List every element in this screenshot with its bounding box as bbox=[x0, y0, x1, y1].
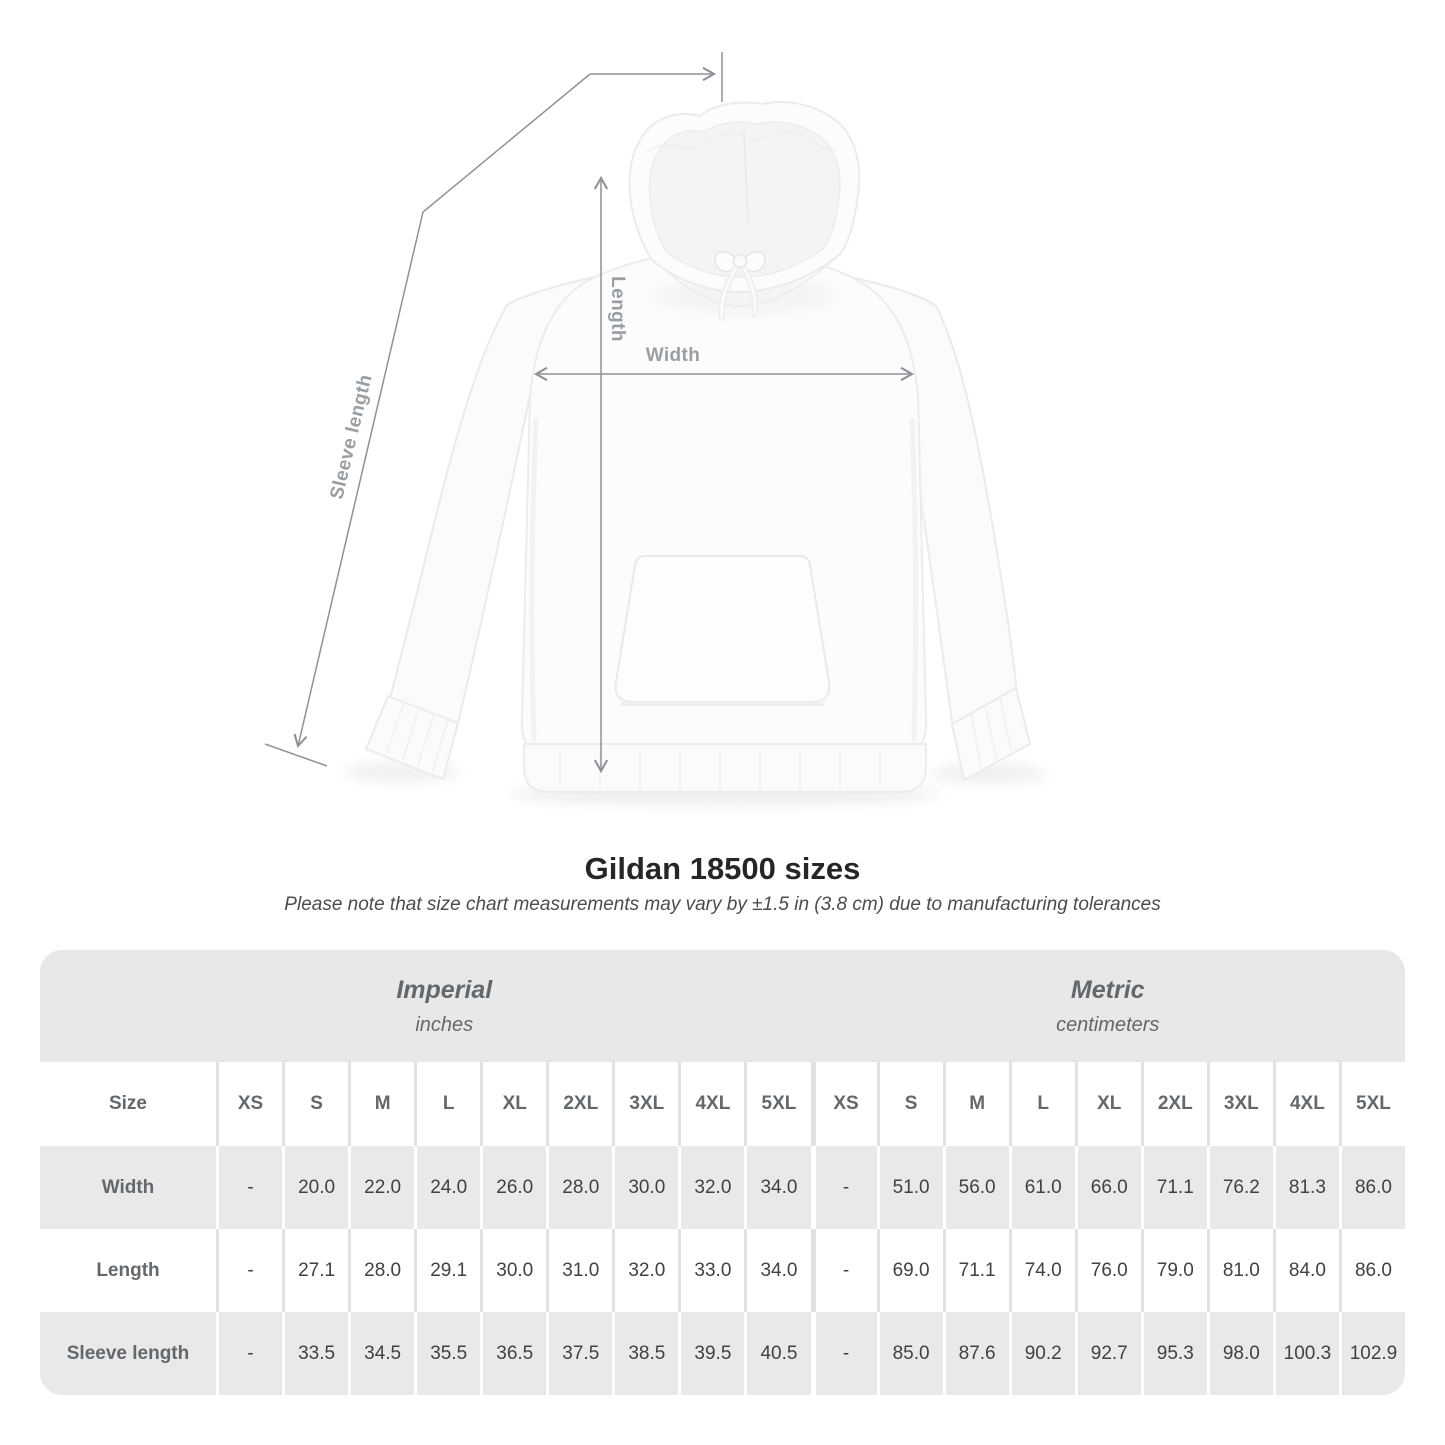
value-cell-metric-xs: - bbox=[811, 1146, 877, 1229]
hoodie-photo bbox=[344, 102, 1046, 806]
row-label: Length bbox=[40, 1229, 216, 1312]
unit-group-imperial bbox=[40, 950, 811, 1062]
size-header-metric-xl: XL bbox=[1075, 1062, 1141, 1146]
unit-group-metric bbox=[811, 950, 1406, 1062]
size-header-metric-s: S bbox=[877, 1062, 943, 1146]
size-header-metric-5xl: 5XL bbox=[1339, 1062, 1405, 1146]
row-label: Width bbox=[40, 1146, 216, 1229]
value-cell-imperial-4xl: 33.0 bbox=[678, 1229, 744, 1312]
value-cell-metric-xs: - bbox=[811, 1229, 877, 1312]
value-cell-imperial-3xl: 30.0 bbox=[612, 1146, 678, 1229]
value-cell-metric-4xl: 84.0 bbox=[1273, 1229, 1339, 1312]
length-dimension-label: Length bbox=[607, 276, 628, 342]
value-cell-metric-xl: 66.0 bbox=[1075, 1146, 1141, 1229]
unit-group-sublabel: centimeters bbox=[1056, 1013, 1160, 1036]
value-cell-metric-4xl: 81.3 bbox=[1273, 1146, 1339, 1229]
size-header-metric-4xl: 4XL bbox=[1273, 1062, 1339, 1146]
value-cell-imperial-m: 22.0 bbox=[348, 1146, 414, 1229]
value-cell-metric-l: 61.0 bbox=[1009, 1146, 1075, 1229]
value-cell-metric-2xl: 79.0 bbox=[1141, 1229, 1207, 1312]
row-label: Sleeve length bbox=[40, 1312, 216, 1395]
size-header-imperial-4xl: 4XL bbox=[678, 1062, 744, 1146]
value-cell-metric-s: 69.0 bbox=[877, 1229, 943, 1312]
size-header-imperial-3xl: 3XL bbox=[612, 1062, 678, 1146]
value-cell-metric-5xl: 102.9 bbox=[1339, 1312, 1405, 1395]
value-cell-imperial-xl: 36.5 bbox=[480, 1312, 546, 1395]
value-cell-imperial-2xl: 28.0 bbox=[546, 1146, 612, 1229]
sleeve-end-tick bbox=[265, 744, 327, 766]
value-cell-imperial-4xl: 32.0 bbox=[678, 1146, 744, 1229]
value-cell-imperial-l: 29.1 bbox=[414, 1229, 480, 1312]
value-cell-imperial-2xl: 37.5 bbox=[546, 1312, 612, 1395]
value-cell-metric-3xl: 81.0 bbox=[1207, 1229, 1273, 1312]
value-cell-metric-2xl: 71.1 bbox=[1141, 1146, 1207, 1229]
value-cell-imperial-m: 28.0 bbox=[348, 1229, 414, 1312]
value-cell-imperial-s: 33.5 bbox=[282, 1312, 348, 1395]
value-cell-metric-3xl: 98.0 bbox=[1207, 1312, 1273, 1395]
page-title: Gildan 18500 sizes bbox=[584, 851, 861, 886]
size-header-imperial-s: S bbox=[282, 1062, 348, 1146]
size-header-metric-l: L bbox=[1009, 1062, 1075, 1146]
value-cell-imperial-xs: - bbox=[216, 1146, 282, 1229]
value-cell-imperial-s: 27.1 bbox=[282, 1229, 348, 1312]
value-cell-imperial-m: 34.5 bbox=[348, 1312, 414, 1395]
unit-group-sublabel: inches bbox=[415, 1013, 474, 1036]
value-cell-imperial-5xl: 34.0 bbox=[744, 1146, 810, 1229]
size-header-imperial-l: L bbox=[414, 1062, 480, 1146]
value-cell-metric-s: 85.0 bbox=[877, 1312, 943, 1395]
value-cell-metric-xl: 92.7 bbox=[1075, 1312, 1141, 1395]
value-cell-metric-m: 56.0 bbox=[943, 1146, 1009, 1229]
value-cell-imperial-s: 20.0 bbox=[282, 1146, 348, 1229]
size-header-imperial-xs: XS bbox=[216, 1062, 282, 1146]
value-cell-imperial-2xl: 31.0 bbox=[546, 1229, 612, 1312]
value-cell-metric-m: 87.6 bbox=[943, 1312, 1009, 1395]
value-cell-imperial-5xl: 34.0 bbox=[744, 1229, 810, 1312]
value-cell-imperial-5xl: 40.5 bbox=[744, 1312, 810, 1395]
size-column-header: Size bbox=[40, 1062, 216, 1146]
value-cell-imperial-xs: - bbox=[216, 1229, 282, 1312]
value-cell-metric-5xl: 86.0 bbox=[1339, 1146, 1405, 1229]
value-cell-imperial-xl: 26.0 bbox=[480, 1146, 546, 1229]
unit-group-label: Metric bbox=[1070, 975, 1145, 1004]
unit-group-label: Imperial bbox=[396, 975, 493, 1004]
size-header-metric-2xl: 2XL bbox=[1141, 1062, 1207, 1146]
value-cell-metric-l: 74.0 bbox=[1009, 1229, 1075, 1312]
size-header-imperial-2xl: 2XL bbox=[546, 1062, 612, 1146]
value-cell-metric-5xl: 86.0 bbox=[1339, 1229, 1405, 1312]
value-cell-imperial-xl: 30.0 bbox=[480, 1229, 546, 1312]
size-table bbox=[40, 950, 1405, 1395]
value-cell-metric-3xl: 76.2 bbox=[1207, 1146, 1273, 1229]
value-cell-metric-m: 71.1 bbox=[943, 1229, 1009, 1312]
value-cell-imperial-3xl: 38.5 bbox=[612, 1312, 678, 1395]
value-cell-metric-l: 90.2 bbox=[1009, 1312, 1075, 1395]
size-header-metric-xs: XS bbox=[811, 1062, 877, 1146]
size-header-metric-m: M bbox=[943, 1062, 1009, 1146]
value-cell-metric-xs: - bbox=[811, 1312, 877, 1395]
value-cell-imperial-3xl: 32.0 bbox=[612, 1229, 678, 1312]
page-subtitle: Please note that size chart measurements may vary by ±1.5 in (3.8 cm) due to manufacturing tolerances bbox=[284, 894, 1161, 915]
value-cell-imperial-xs: - bbox=[216, 1312, 282, 1395]
size-header-imperial-5xl: 5XL bbox=[744, 1062, 810, 1146]
size-header-imperial-xl: XL bbox=[480, 1062, 546, 1146]
value-cell-metric-xl: 76.0 bbox=[1075, 1229, 1141, 1312]
value-cell-imperial-l: 35.5 bbox=[414, 1312, 480, 1395]
value-cell-imperial-4xl: 39.5 bbox=[678, 1312, 744, 1395]
sleeve-length-dimension-label: Sleeve length bbox=[326, 372, 377, 502]
value-cell-imperial-l: 24.0 bbox=[414, 1146, 480, 1229]
value-cell-metric-4xl: 100.3 bbox=[1273, 1312, 1339, 1395]
value-cell-metric-2xl: 95.3 bbox=[1141, 1312, 1207, 1395]
value-cell-metric-s: 51.0 bbox=[877, 1146, 943, 1229]
size-header-metric-3xl: 3XL bbox=[1207, 1062, 1273, 1146]
width-dimension-label: Width bbox=[645, 345, 701, 366]
size-header-imperial-m: M bbox=[348, 1062, 414, 1146]
